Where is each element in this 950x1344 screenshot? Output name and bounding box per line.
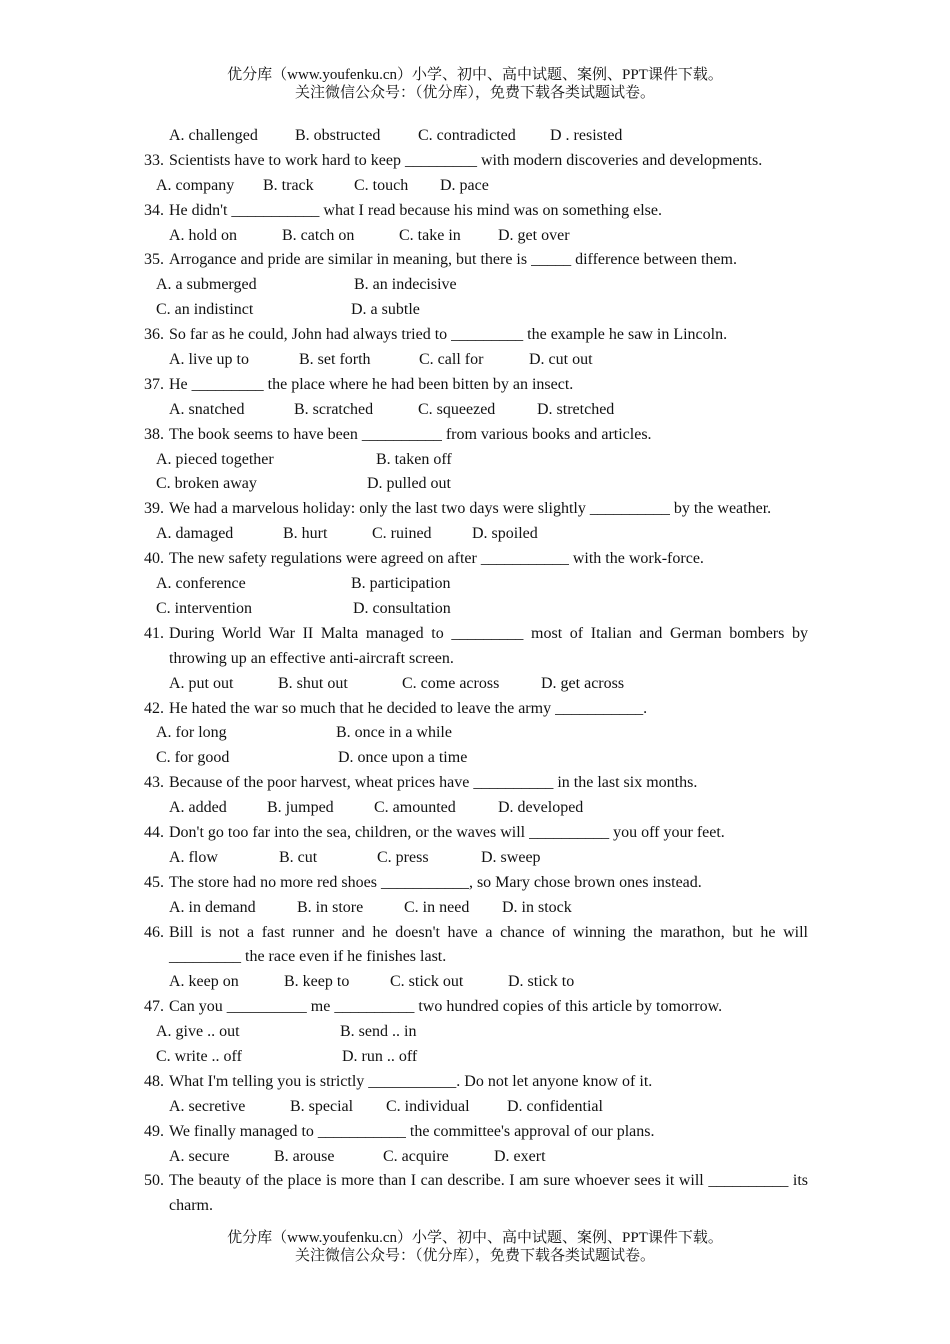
option-a: A. a submerged [156,276,257,294]
question-number: 46. [144,923,164,941]
question-40 [144,547,808,572]
question-33-options [144,174,808,199]
question-32-options [144,124,808,149]
question-text: What I'm telling you is strictly ___________. Do not let anyone know of it. [169,1072,653,1090]
question-text: We finally managed to ___________ the committee's approval of our plans. [169,1122,655,1140]
question-text: The beauty of the place is more than I can describe. I am sure whoever sees it will __________ its charm. [169,1172,808,1215]
option-d: D. sweep [481,848,541,866]
question-text: We had a marvelous holiday: only the last two days were slightly __________ by the weather. [169,500,772,518]
question-number: 34. [144,201,164,219]
question-text: Bill is not a fast runner and he doesn't have a chance of winning the marathon, but he will _________ the race even if he finishes last. [169,923,808,966]
question-46-options [144,970,808,995]
question-number: 43. [144,774,164,792]
question-49 [144,1120,808,1145]
option-a: A. flow [169,848,218,866]
option-a: A. live up to [169,351,249,369]
question-number: 50. [144,1172,164,1190]
option-d: D. developed [498,799,584,817]
question-48-options [144,1095,808,1120]
question-text: The new safety regulations were agreed on after ___________ with the work-force. [169,550,704,568]
question-36 [144,323,808,348]
option-b: B. obstructed [295,127,381,144]
question-49-options [144,1145,808,1170]
question-38 [144,423,808,448]
question-43 [144,771,808,796]
question-45-options [144,896,808,921]
option-a: A. pieced together [156,450,274,468]
option-b: B. cut [279,848,318,866]
question-38-options-row1 [144,448,808,473]
question-46 [144,921,808,971]
question-50 [144,1169,808,1219]
option-a: A. for long [156,724,227,742]
question-40-options-row2 [144,597,808,622]
question-35-options-row2 [144,298,808,323]
option-d: D. in stock [502,898,572,916]
option-a: A. secure [169,1147,230,1165]
question-text: Because of the poor harvest, wheat prices have __________ in the last six months. [169,774,698,792]
option-d: D. pace [440,176,489,194]
option-c: C. amounted [374,799,456,817]
option-b: B. participation [351,575,451,593]
question-36-options [144,348,808,373]
option-c: C. stick out [390,973,464,991]
option-b: B. jumped [267,799,334,817]
option-c: C. press [377,848,429,866]
option-c: C. come across [402,674,500,692]
question-number: 44. [144,823,164,841]
question-number: 39. [144,500,164,518]
question-44-options [144,846,808,871]
option-a: A. damaged [156,525,234,543]
option-a: A. in demand [169,898,256,916]
option-b: B. catch on [282,226,355,244]
question-35-options-row1 [144,273,808,298]
option-c: C. intervention [156,599,252,617]
question-text: During World War II Malta managed to _________ most of Italian and German bombers by throwing up an effective anti-aircraft screen. [169,624,808,667]
question-text: The store had no more red shoes ___________, so Mary chose brown ones instead. [169,873,702,891]
footer-line-2: 关注微信公众号：（优分库），免费下载各类试题试卷。 [294,1248,655,1264]
option-c: C. broken away [156,475,257,493]
question-number: 49. [144,1122,164,1140]
option-d: D. stretched [537,400,615,418]
question-text: Can you __________ me __________ two hundred copies of this article by tomorrow. [169,998,723,1016]
question-41 [144,622,808,672]
option-c: C. acquire [383,1147,449,1165]
option-c: C. an indistinct [156,301,254,319]
question-number: 38. [144,425,164,443]
question-list [144,124,808,1219]
question-number: 45. [144,873,164,891]
question-number: 48. [144,1072,164,1090]
option-c: C. write .. off [156,1048,242,1066]
option-a: A. secretive [169,1097,246,1115]
question-47-options-row1 [144,1020,808,1045]
option-a: A. conference [156,575,246,593]
option-d: D. exert [494,1147,546,1165]
option-b: B. arouse [274,1147,335,1165]
option-b: B. set forth [299,351,371,369]
question-34 [144,199,808,224]
option-b: B. in store [297,898,364,916]
page-header [0,66,950,102]
question-37-options [144,398,808,423]
option-c: C. contradicted [418,127,516,144]
question-number: 36. [144,326,164,344]
question-48 [144,1070,808,1095]
question-text: He _________ the place where he had been bitten by an insect. [169,375,574,393]
option-d: D. stick to [508,973,575,991]
header-line-2: 关注微信公众号：（优分库），免费下载各类试题试卷。 [294,85,655,101]
option-b: B. scratched [294,400,374,418]
footer-line-1: 优分库（www.youfenku.cn）小学、初中、高中试题、案例、PPT课件下载。 [227,1230,723,1246]
question-42-options-row2 [144,746,808,771]
option-c: C. individual [386,1097,470,1115]
question-text: Arrogance and pride are similar in meaning, but there is _____ difference between them. [169,251,737,269]
question-text: So far as he could, John had always tried to _________ the example he saw in Lincoln. [169,326,728,344]
option-b: B. an indecisive [354,276,457,294]
question-text: He hated the war so much that he decided to leave the army ___________. [169,699,648,717]
option-b: B. keep to [284,973,350,991]
question-42 [144,697,808,722]
question-41-options [144,672,808,697]
question-text: Don't go too far into the sea, children, or the waves will __________ you off your feet. [169,823,725,841]
question-34-options [144,224,808,249]
option-b: B. hurt [283,525,328,543]
question-number: 37. [144,375,164,393]
option-c: C. ruined [372,525,432,543]
question-47-options-row2 [144,1045,808,1070]
option-d: D. run .. off [342,1048,418,1066]
question-number: 42. [144,699,164,717]
option-c: C. for good [156,749,230,767]
option-b: B. shut out [278,674,348,692]
question-38-options-row2 [144,472,808,497]
option-c: C. touch [354,176,409,194]
option-d: D. a subtle [351,301,420,319]
option-b: B. special [290,1097,354,1115]
question-number: 40. [144,550,164,568]
question-text: The book seems to have been __________ from various books and articles. [169,425,652,443]
option-d: D . resisted [550,127,623,144]
option-c: C. squeezed [418,400,496,418]
option-d: D. spoiled [472,525,538,543]
question-number: 33. [144,151,164,169]
option-d: D. get across [541,674,625,692]
option-a: A. company [156,176,235,194]
question-39 [144,497,808,522]
option-b: B. once in a while [336,724,452,742]
option-a: A. keep on [169,973,239,991]
page-footer [0,1229,950,1265]
question-47 [144,995,808,1020]
option-c: C. call for [419,351,484,369]
question-text: Scientists have to work hard to keep _________ with modern discoveries and developments. [169,151,763,169]
option-d: D. pulled out [367,475,451,493]
option-d: D. cut out [529,351,593,369]
option-c: C. take in [399,226,461,244]
question-text: He didn't ___________ what I read because his mind was on something else. [169,201,663,219]
option-c: C. in need [404,898,470,916]
question-number: 47. [144,998,164,1016]
option-a: A. snatched [169,400,245,418]
option-d: D. get over [498,226,570,244]
question-43-options [144,796,808,821]
option-d: D. confidential [507,1097,603,1115]
option-b: B. taken off [376,450,452,468]
option-a: A. added [169,799,227,817]
option-a: A. challenged [169,127,258,144]
question-33 [144,149,808,174]
question-40-options-row1 [144,572,808,597]
question-number: 35. [144,251,164,269]
question-37 [144,373,808,398]
option-a: A. give .. out [156,1023,240,1041]
question-35 [144,248,808,273]
question-42-options-row1 [144,721,808,746]
option-b: B. track [263,176,314,194]
option-d: D. consultation [353,599,451,617]
question-44 [144,821,808,846]
option-d: D. once upon a time [338,749,468,767]
question-39-options [144,522,808,547]
option-a: A. put out [169,674,234,692]
header-line-1: 优分库（www.youfenku.cn）小学、初中、高中试题、案例、PPT课件下载。 [227,67,723,83]
option-a: A. hold on [169,226,237,244]
question-45 [144,871,808,896]
question-number: 41. [144,624,164,642]
option-b: B. send .. in [340,1023,417,1041]
